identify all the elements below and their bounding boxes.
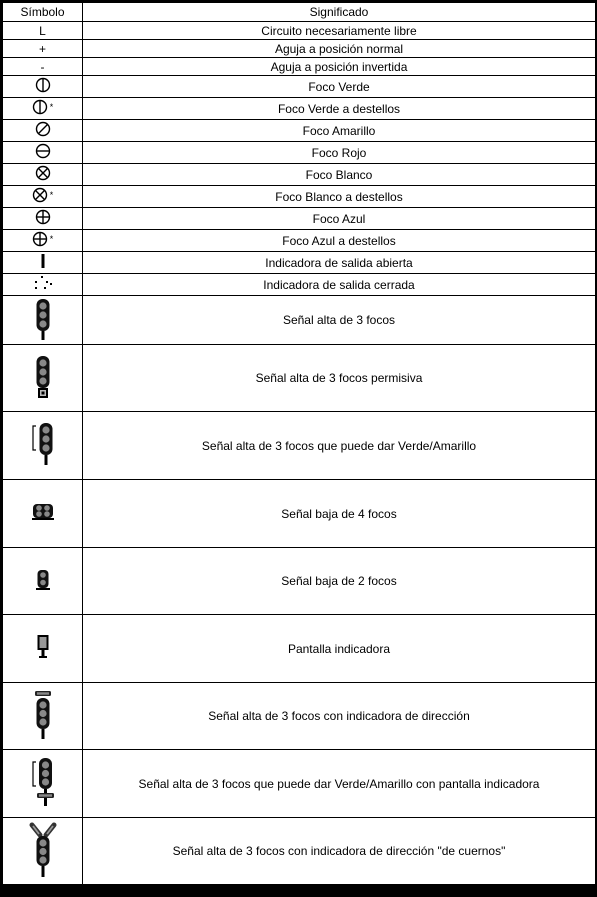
meaning-cell: Señal baja de 4 focos xyxy=(83,480,596,548)
tall-signal-direction-indicator-icon xyxy=(34,690,52,740)
focus-horizontal-bar-icon xyxy=(35,143,51,159)
meaning-cell: Señal alta de 3 focos permisiva xyxy=(83,345,596,412)
table-row xyxy=(3,683,596,750)
table-row xyxy=(3,230,596,252)
header-symbol: Símbolo xyxy=(3,3,83,22)
focus-vertical-bar-icon xyxy=(32,99,48,115)
table-row xyxy=(3,818,596,885)
symbol-cell xyxy=(3,164,83,186)
symbol-cell xyxy=(3,615,83,683)
tall-signal-3-lights-green-yellow-icon xyxy=(30,422,56,466)
symbol-cell xyxy=(3,58,83,76)
table-row xyxy=(3,76,596,98)
meaning-cell: Señal alta de 3 focos con indicadora de dirección "de cuernos" xyxy=(83,818,596,885)
table-row xyxy=(3,40,596,58)
table-row xyxy=(3,98,596,120)
symbol-cell xyxy=(3,274,83,296)
symbol-text: L xyxy=(39,23,46,38)
tall-signal-green-yellow-screen-icon xyxy=(29,757,57,807)
table-row xyxy=(3,22,596,40)
flashing-star: * xyxy=(49,234,54,244)
table-row xyxy=(3,412,596,480)
symbol-cell xyxy=(3,230,83,252)
table-row xyxy=(3,750,596,818)
table-row xyxy=(3,208,596,230)
table-row xyxy=(3,615,596,683)
table-row xyxy=(3,480,596,548)
table-row xyxy=(3,142,596,164)
exit-indicator-closed-icon xyxy=(32,275,54,291)
meaning-cell: Foco Verde a destellos xyxy=(83,98,596,120)
symbol-cell xyxy=(3,252,83,274)
exit-indicator-open-icon xyxy=(39,253,47,269)
meaning-cell: Circuito necesariamente libre xyxy=(83,22,596,40)
table-row xyxy=(3,58,596,76)
tall-signal-3-lights-permissive-icon xyxy=(35,355,51,399)
meaning-cell: Señal baja de 2 focos xyxy=(83,548,596,615)
symbol-legend-table xyxy=(2,2,596,885)
symbol-text: + xyxy=(38,41,46,56)
symbol-cell xyxy=(3,683,83,750)
focus-x-cross-icon xyxy=(35,165,51,181)
table-row xyxy=(3,296,596,345)
focus-vertical-bar-icon xyxy=(35,77,51,93)
symbol-cell xyxy=(3,548,83,615)
meaning-cell: Foco Amarillo xyxy=(83,120,596,142)
meaning-cell: Aguja a posición normal xyxy=(83,40,596,58)
table-row xyxy=(3,164,596,186)
meaning-cell: Aguja a posición invertida xyxy=(83,58,596,76)
table-row xyxy=(3,345,596,412)
focus-diagonal-bar-icon xyxy=(35,121,51,137)
focus-plus-cross-icon xyxy=(32,231,48,247)
symbol-cell xyxy=(3,76,83,98)
symbol-cell xyxy=(3,345,83,412)
meaning-cell: Foco Rojo xyxy=(83,142,596,164)
meaning-cell: Foco Azul a destellos xyxy=(83,230,596,252)
tall-signal-horns-direction-icon xyxy=(28,822,58,878)
flashing-star: * xyxy=(49,102,54,112)
table-row xyxy=(3,274,596,296)
symbol-cell xyxy=(3,120,83,142)
symbol-cell xyxy=(3,208,83,230)
tall-signal-3-lights-icon xyxy=(35,298,51,340)
symbol-cell xyxy=(3,22,83,40)
symbol-cell xyxy=(3,40,83,58)
symbol-cell xyxy=(3,296,83,345)
meaning-cell: Señal alta de 3 focos con indicadora de dirección xyxy=(83,683,596,750)
low-signal-4-lights-icon xyxy=(32,503,54,521)
meaning-cell: Señal alta de 3 focos xyxy=(83,296,596,345)
table-row xyxy=(3,186,596,208)
table-row xyxy=(3,120,596,142)
symbol-text: - xyxy=(40,59,45,74)
focus-plus-cross-icon xyxy=(35,209,51,225)
symbol-cell xyxy=(3,750,83,818)
table-header-row xyxy=(3,3,596,22)
focus-x-cross-icon xyxy=(32,187,48,203)
meaning-cell: Indicadora de salida abierta xyxy=(83,252,596,274)
meaning-cell: Foco Verde xyxy=(83,76,596,98)
meaning-cell: Foco Blanco xyxy=(83,164,596,186)
meaning-cell: Foco Azul xyxy=(83,208,596,230)
table-row xyxy=(3,548,596,615)
symbol-cell xyxy=(3,818,83,885)
meaning-cell: Pantalla indicadora xyxy=(83,615,596,683)
symbol-cell xyxy=(3,412,83,480)
meaning-cell: Foco Blanco a destellos xyxy=(83,186,596,208)
flashing-star: * xyxy=(49,190,54,200)
low-signal-2-lights-icon xyxy=(36,569,50,591)
table-row xyxy=(3,252,596,274)
header-meaning: Significado xyxy=(83,3,596,22)
symbol-cell xyxy=(3,186,83,208)
symbol-cell xyxy=(3,142,83,164)
symbol-cell xyxy=(3,98,83,120)
meaning-cell: Indicadora de salida cerrada xyxy=(83,274,596,296)
meaning-cell: Señal alta de 3 focos que puede dar Verde/Amarillo xyxy=(83,412,596,480)
indicator-screen-icon xyxy=(36,634,50,660)
meaning-cell: Señal alta de 3 focos que puede dar Verde/Amarillo con pantalla indicadora xyxy=(83,750,596,818)
symbol-cell xyxy=(3,480,83,548)
